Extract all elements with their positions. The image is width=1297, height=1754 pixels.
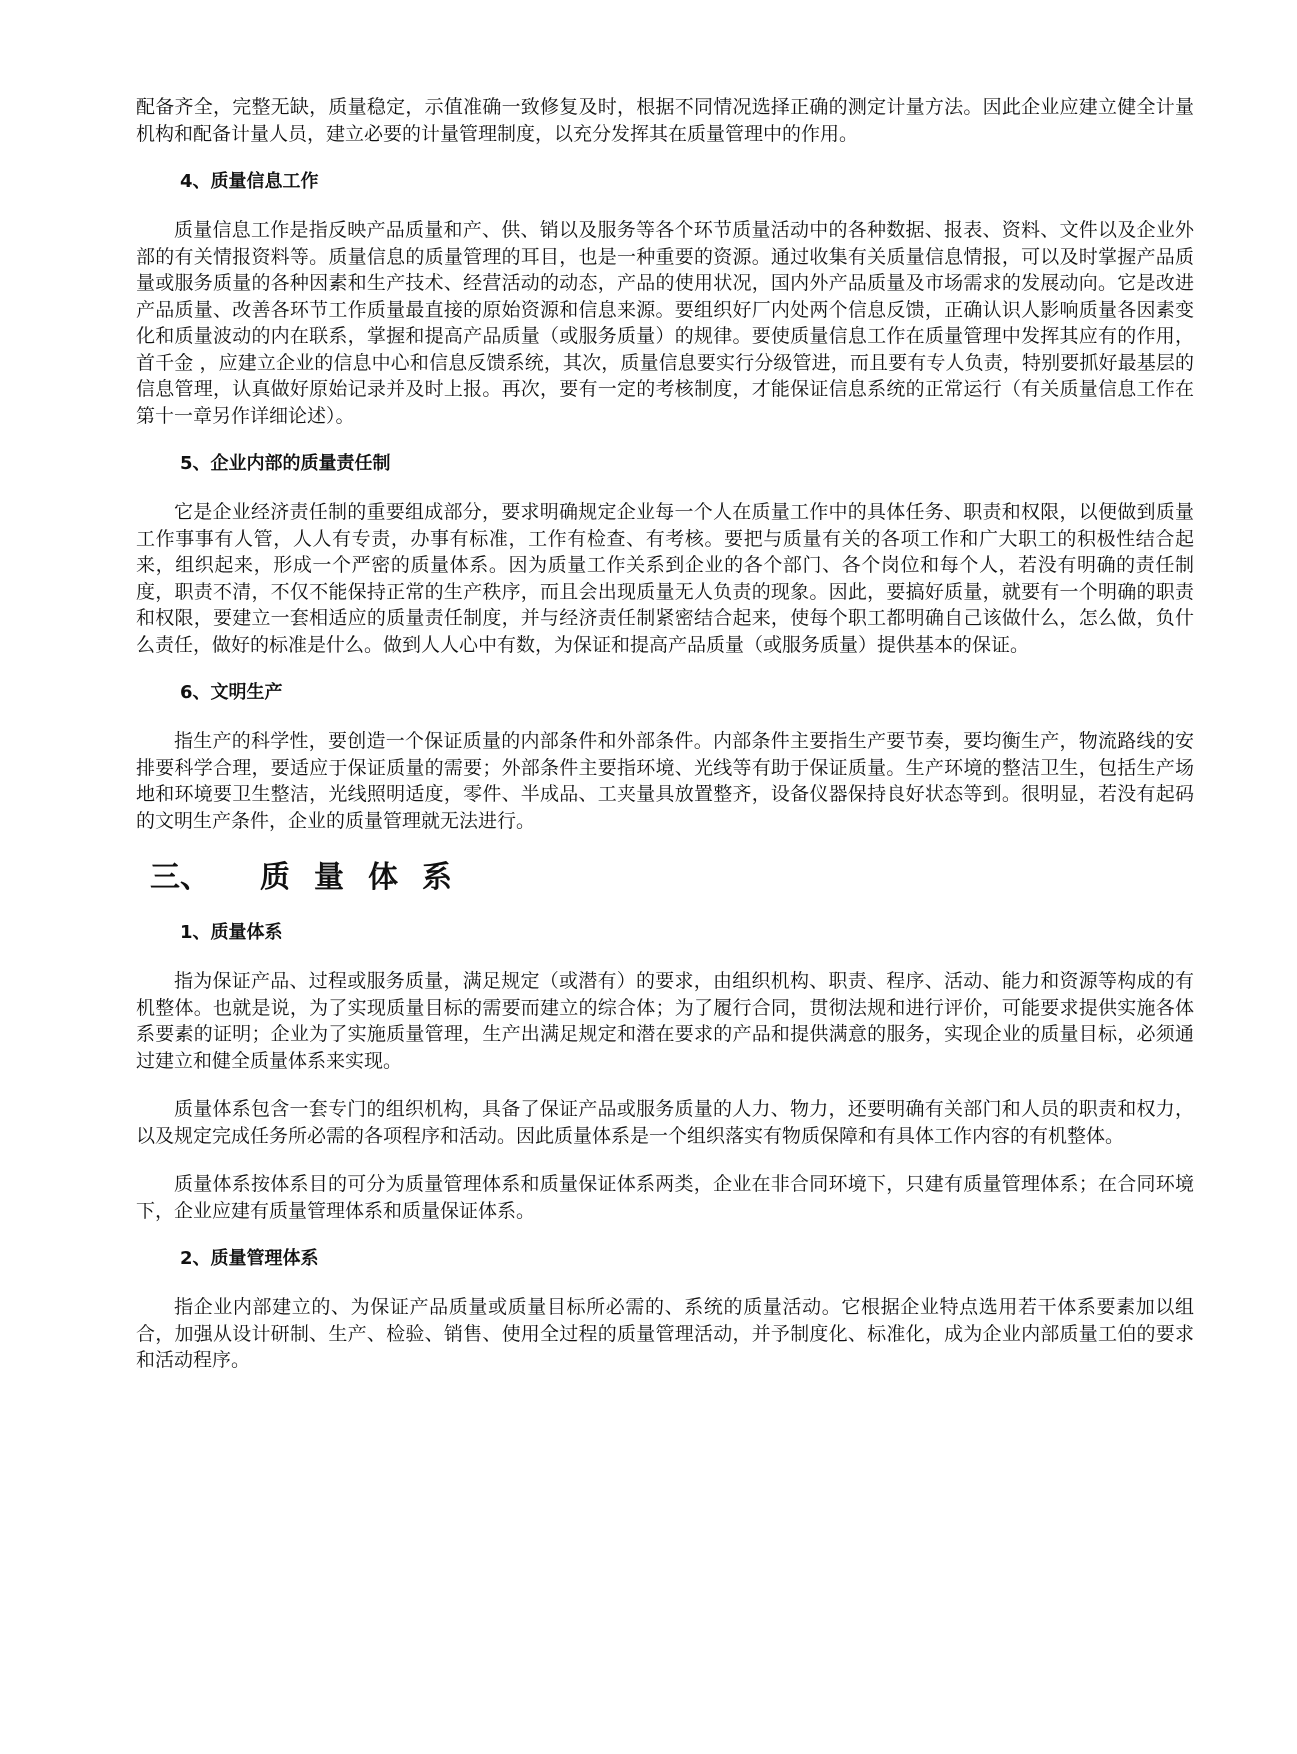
paragraph-quality-system-definition: 指为保证产品、过程或服务质量，满足规定（或潜有）的要求，由组织机构、职责、程序、活动、能力和资源等构成的有机整体。也就是说，为了实现质量目标的需要而建立的综合体；为了履行合同，贯彻法规和进行评价，可能要求提供实施各体系要素的证明；企业为了实施质量管理，生产出满足规定和潜在要求的产品和提供满意的服务，实现企业的质量目标，必须通过建立和健全质量体系来实现。 (136, 970, 1194, 1072)
heading-quality-management-system: 2、质量管理体系 (180, 1248, 319, 1269)
paragraph-civilized-production: 指生产的科学性，要创造一个保证质量的内部条件和外部条件。内部条件主要指生产要节奏，要均衡生产，物流路线的安排要科学合理，要适应于保证质量的需要；外部条件主要指环境、光线等有助于保证质量。生产环境的整洁卫生，包括生产场地和环境要卫生整洁，光线照明适度，零件、半成品、工夹量具放置整齐，设备仪器保持良好状态等到。很明显，若没有起码的文明生产条件，企业的质量管理就无法进行。 (136, 730, 1194, 832)
section-title-text: 质量体系 (260, 860, 476, 895)
paragraph-quality-system-types: 质量体系按体系目的可分为质量管理体系和质量保证体系两类，企业在非合同环境下，只建有质量管理体系；在合同环境下，企业应建有质量管理体系和质量保证体系。 (136, 1173, 1194, 1222)
paragraph-quality-management-system: 指企业内部建立的、为保证产品质量或质量目标所必需的、系统的质量活动。它根据企业特点选用若干体系要素加以组合，加强从设计研制、生产、检验、销售、使用全过程的质量管理活动，并予制度化、标准化，成为企业内部质量工伯的要求和活动程序。 (136, 1296, 1194, 1371)
paragraph-continued: 配备齐全，完整无缺，质量稳定，示值准确一致修复及时，根据不同情况选择正确的测定计量方法。因此企业应建立健全计量机构和配备计量人员，建立必要的计量管理制度，以充分发挥其在质量管理中的作用。 (136, 96, 1194, 145)
section-title-quality-system (136, 858, 1194, 898)
paragraph-quality-system-content: 质量体系包含一套专门的组织机构，具备了保证产品或服务质量的人力、物力，还要明确有关部门和人员的职责和权力，以及规定完成任务所必需的各项程序和活动。因此质量体系是一个组织落实有物质保障和有具体工作内容的有机整体。 (136, 1098, 1194, 1147)
heading-quality-responsibility: 5、企业内部的质量责任制 (180, 453, 391, 474)
paragraph-quality-responsibility: 它是企业经济责任制的重要组成部分，要求明确规定企业每一个人在质量工作中的具体任务、职责和权限，以便做到质量工作事事有人管，人人有专责，办事有标准，工作有检查、有考核。要把与质量有关的各项工作和广大职工的积极性结合起来，组织起来，形成一个严密的质量体系。因为质量工作关系到企业的各个部门、各个岗位和每个人，若没有明确的责任制度，职责不清，不仅不能保持正常的生产秩序，而且会出现质量无人负责的现象。因此，要搞好质量，就要有一个明确的职责和权限，要建立一套相适应的质量责任制度，并与经济责任制紧密结合起来，使每个职工都明确自己该做什么，怎么做，负什么责任，做好的标准是什么。做到人人心中有数，为保证和提高产品质量（或服务质量）提供基本的保证。 (136, 501, 1194, 656)
document-page (136, 94, 1194, 1374)
section-number: 三、 (150, 860, 210, 895)
heading-civilized-production: 6、文明生产 (180, 682, 283, 703)
paragraph-quality-information: 质量信息工作是指反映产品质量和产、供、销以及服务等各个环节质量活动中的各种数据、报表、资料、文件以及企业外部的有关情报资料等。质量信息的质量管理的耳目，也是一种重要的资源。通过收集有关质量信息情报，可以及时掌握产品质量或服务质量的各种因素和生产技术、经营活动的动态，产品的使用状况，国内外产品质量及市场需求的发展动向。它是改进产品质量、改善各环节工作质量最直接的原始资源和信息来源。要组织好厂内处两个信息反馈，正确认识人影响质量各因素变化和质量波动的内在联系，掌握和提高产品质量（或服务质量）的规律。要使质量信息工作在质量管理中发挥其应有的作用，首千金 ，应建立企业的信息中心和信息反馈系统，其次，质量信息要实行分级管进，而且要有专人负责，特别要抓好最基层的信息管理，认真做好原始记录并及时上报。再次，要有一定的考核制度，才能保证信息系统的正常运行（有关质量信息工作在第十一章另作详细论述）。 (136, 219, 1194, 427)
heading-quality-system: 1、质量体系 (180, 922, 283, 943)
heading-quality-information: 4、质量信息工作 (180, 171, 319, 192)
